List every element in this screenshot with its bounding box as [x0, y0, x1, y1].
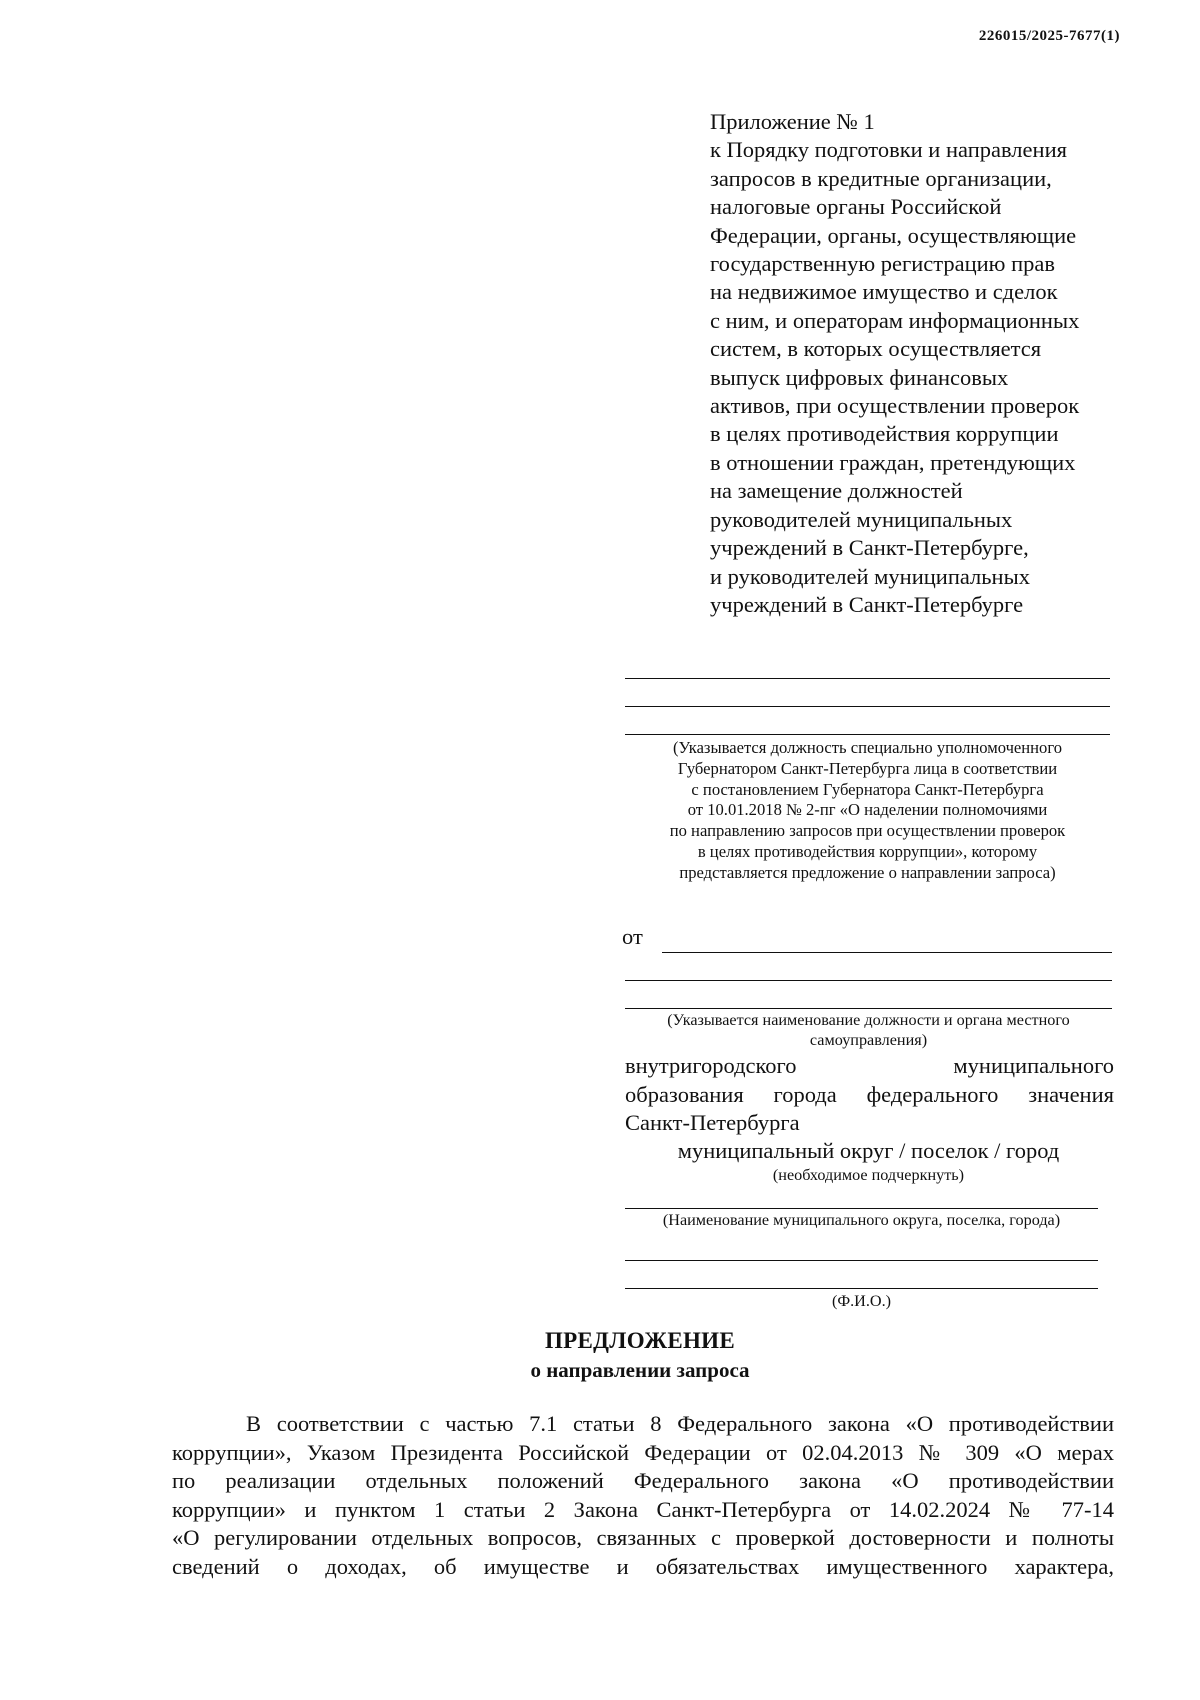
addressee-note-line: в целях противодействия коррупции», которому [697, 841, 1038, 861]
fio-note: (Ф.И.О.) [831, 1292, 892, 1310]
body-line: коррупции», Указом Президента Российской Федерации от 02.04.2013 № 309 «О мерах [172, 1439, 1114, 1465]
appendix-block [710, 108, 1130, 619]
position-note-line: (Указывается наименование должности и органа местного [667, 1011, 1070, 1029]
body-line: «О регулировании отдельных вопросов, связанных с проверкой достоверности и полноты [172, 1525, 1114, 1550]
underline-note: (необходимое подчеркнуть) [772, 1166, 965, 1184]
position-note [625, 1010, 1112, 1050]
document-subtitle: о направлении запроса [530, 1358, 750, 1382]
appendix-line: налоговые органы Российской [710, 194, 1002, 220]
fio-blank-line[interactable] [625, 1288, 1098, 1289]
appendix-line: систем, в которых осуществляется [710, 336, 1042, 362]
appendix-line: запросов в кредитные организации, [710, 165, 1052, 191]
appendix-line: в отношении граждан, претендующих [710, 449, 1076, 475]
district-blank-line[interactable] [625, 1208, 1098, 1209]
municipal-line: внутригородского муниципального [625, 1053, 1114, 1078]
addressee-note-line: представляется предложение о направлении запроса) [679, 862, 1056, 882]
addressee-note-line: Губернатором Санкт-Петербурга лица в соответствии [677, 758, 1058, 778]
addressee-blank-line[interactable] [625, 678, 1110, 679]
appendix-line: на замещение должностей [710, 478, 963, 504]
body-line: сведений о доходах, об имуществе и обязательствах имущественного характера, [172, 1553, 1114, 1579]
addressee-note-line: от 10.01.2018 № 2-пг «О наделении полномочиями [687, 800, 1048, 820]
appendix-line: к Порядку подготовки и направления [710, 137, 1067, 163]
from-blank-line[interactable] [625, 980, 1112, 981]
appendix-line: и руководителей муниципальных [710, 563, 1030, 589]
municipal-line: Санкт-Петербурга [625, 1110, 800, 1135]
municipal-line: образования города федерального значения [625, 1081, 1114, 1107]
addressee-note-line: по направлению запросов при осуществлении проверок [669, 821, 1066, 841]
from-label: от [622, 924, 643, 949]
appendix-line: Федерации, органы, осуществляющие [710, 222, 1077, 248]
body-line: В соответствии с частью 7.1 статьи 8 Федерального закона «О противодействии [246, 1411, 1114, 1436]
municipal-name [625, 1052, 1114, 1138]
document-number: 226015/2025-7677(1) [978, 28, 1120, 44]
document-title: ПРЕДЛОЖЕНИЕ [544, 1328, 736, 1353]
appendix-line: учреждений в Санкт-Петербурге, [710, 535, 1029, 561]
from-blank-line[interactable] [625, 1008, 1112, 1009]
addressee-note-line: (Указывается должность специально уполномоченного [672, 738, 1063, 757]
addressee-blank-line[interactable] [625, 734, 1110, 735]
appendix-line: с ним, и операторам информационных [710, 307, 1080, 333]
appendix-line: в целях противодействия коррупции [710, 421, 1059, 447]
body-line: коррупции» и пунктом 1 статьи 2 Закона Санкт-Петербурга от 14.02.2024 № 77-14 [172, 1496, 1114, 1522]
from-blank-line[interactable] [662, 952, 1112, 953]
district-type: муниципальный округ / поселок / город [677, 1138, 1060, 1163]
appendix-line: учреждений в Санкт-Петербурге [710, 591, 1024, 617]
appendix-line: активов, при осуществлении проверок [710, 393, 1080, 419]
addressee-note [625, 738, 1110, 884]
appendix-line: руководителей муниципальных [710, 506, 1013, 532]
addressee-blank-line[interactable] [625, 706, 1110, 707]
fio-blank-line[interactable] [625, 1260, 1098, 1261]
position-note-line: самоуправления) [809, 1031, 928, 1049]
appendix-line: выпуск цифровых финансовых [710, 364, 1009, 390]
appendix-line: государственную регистрацию прав [710, 251, 1056, 277]
appendix-line: на недвижимое имущество и сделок [710, 279, 1058, 305]
district-name-note: (Наименование муниципального округа, поселка, города) [662, 1211, 1061, 1229]
body-paragraph [172, 1410, 1114, 1581]
appendix-line: Приложение № 1 [710, 109, 875, 134]
body-line: по реализации отдельных положений Федерального закона «О противодействии [172, 1468, 1114, 1493]
addressee-note-line: с постановлением Губернатора Санкт-Петербурга [691, 779, 1044, 799]
